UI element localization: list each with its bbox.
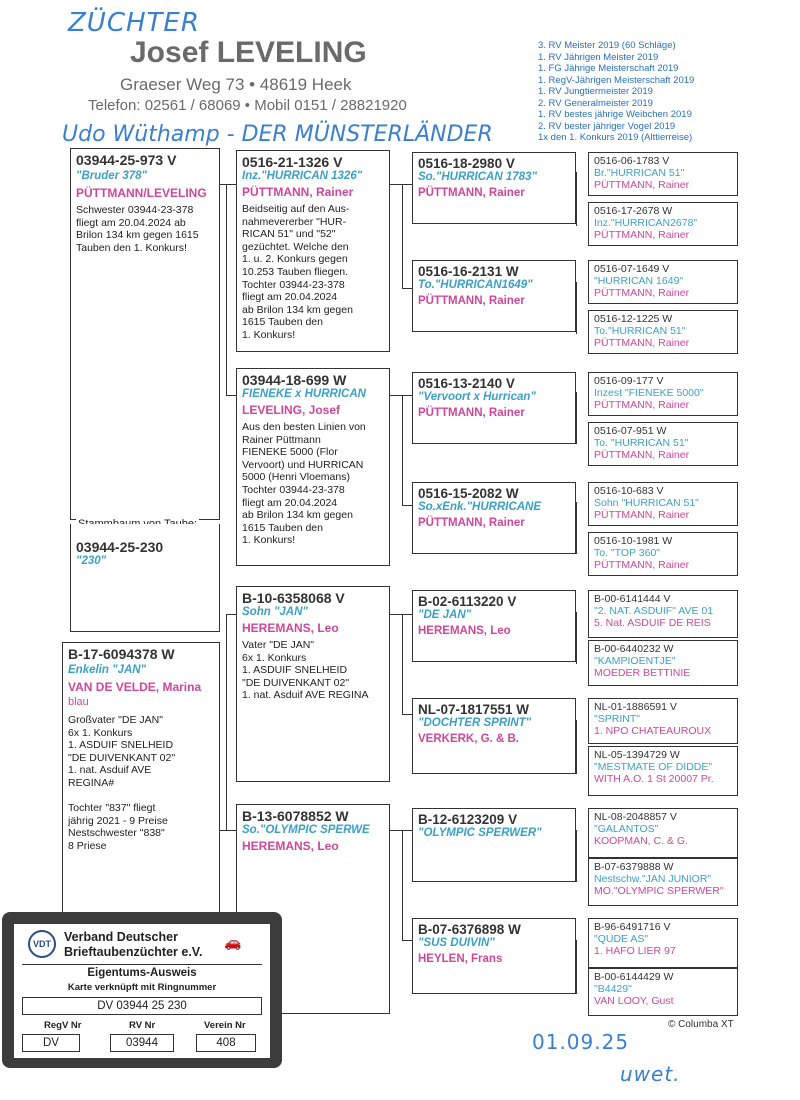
- gen4-owner: PÜTTMANN, Rainer: [594, 559, 690, 572]
- gen4-owner: MOEDER BETTINIE: [594, 667, 691, 680]
- copyright: © Columba XT: [668, 1019, 734, 1030]
- gen2-box: [236, 150, 390, 352]
- ownership-card: [14, 924, 270, 1058]
- gen3-box: [412, 152, 576, 224]
- gen4-owner: 1. HAFO LIER 97: [594, 945, 676, 958]
- gen3-name: To."HURRICAN1649": [418, 279, 533, 291]
- gen4-box: [588, 698, 738, 744]
- subject-ring: 03944-25-230: [76, 539, 164, 555]
- gen2-note: Beidseitig auf den Aus- nahmevererber "HUR- RICAN 51" und "52" gezüchtet. Welche den 1. u. 2. Konkurs gegen 10.253 Tauben fliegen. Tochter 03944-23-378 fliegt am 20.04.2024 ab Brilon 134 km gegen 1615 Tauben den 1. Konkurs!: [242, 203, 353, 341]
- gen4-name: "SPRINT": [594, 713, 640, 726]
- gen3-name: So.xEnk."HURRICANE: [418, 501, 542, 513]
- gen4-name: Inzest "FIENEKE 5000": [594, 387, 704, 400]
- gen2-name: So."OLYMPIC SPERWE: [242, 824, 370, 836]
- gen4-ring: B-00-6141444 V: [594, 593, 671, 605]
- gen3-ring: B-07-6376898 W: [418, 922, 521, 937]
- gen3-box: [412, 590, 576, 662]
- handwritten-title: ZÜCHTER: [68, 8, 200, 38]
- title-item: 2. RV bester jähriger Vogel 2019: [538, 120, 676, 132]
- gen4-box: [588, 202, 738, 246]
- sibling-box: [70, 148, 220, 520]
- gen4-owner: PÜTTMANN, Rainer: [594, 179, 690, 192]
- gen4-ring: 0516-10-1981 W: [594, 535, 673, 547]
- gen2-name: Inz."HURRICAN 1326": [242, 170, 363, 182]
- gen2-ring: 03944-18-699 W: [242, 372, 347, 388]
- gen4-name: Nestschw."JAN JUNIOR": [594, 873, 712, 886]
- gen4-name: To. "HURRICAN 51": [594, 437, 689, 450]
- gen3-owner: VERKERK, G. & B.: [418, 733, 519, 745]
- card-col2-value: 03944: [126, 1037, 158, 1049]
- card-subtitle: Karte verknüpft mit Ringnummer: [67, 982, 217, 993]
- title-item: 1. FG Jährige Meisterschaft 2019: [538, 63, 679, 74]
- gen4-owner: PÜTTMANN, Rainer: [594, 229, 690, 242]
- gen4-name: To."HURRICAN 51": [594, 325, 686, 338]
- dam-note: Großvater "DE JAN" 6x 1. Konkurs 1. ASDUIF SNELHEID "DE DUIVENKANT 02" 1. nat. Asduif AVE REGINA# Tochter "837" fliegt jährig 2021 - 9 Preise Nestschwester "838" 8 Priese: [68, 714, 176, 852]
- gen4-ring: B-00-6440232 W: [594, 643, 674, 655]
- card-org-line1: Verband Deutscher: [64, 930, 178, 944]
- gen4-owner: PÜTTMANN, Rainer: [594, 287, 690, 300]
- card-col2-label: RV Nr: [129, 1020, 156, 1031]
- gen3-owner: HEYLEN, Frans: [418, 953, 503, 965]
- gen2-note: Aus den besten Linien von Rainer Püttmann FIENEKE 5000 (Flor Vervoort) und HURRICAN 5000 (Henri Vloemans) Tochter 03944-23-378 fliegt am 20.04.2024 ab Brilon 134 km gegen 1615 Tauben den 1. Konkurs!: [242, 421, 366, 547]
- gen4-box: [588, 968, 738, 1016]
- gen3-box: [412, 260, 576, 332]
- gen3-box: [412, 918, 576, 994]
- car-icon: 🚗: [224, 934, 242, 950]
- gen4-owner: VAN LOOY, Gust: [594, 995, 674, 1008]
- card-col2-field: [110, 1034, 174, 1052]
- gen3-name: "OLYMPIC SPERWER": [418, 827, 542, 839]
- titles-list: [538, 40, 694, 144]
- gen4-ring: NL-05-1394729 W: [594, 749, 680, 761]
- card-col3-value: 408: [216, 1037, 236, 1049]
- gen4-owner: 1. NPO CHATEAUROUX: [594, 725, 712, 738]
- dam-name: Enkelin "JAN": [68, 664, 147, 676]
- handwritten-line: Udo Wüthamp - DER MÜNSTERLÄNDER: [62, 122, 493, 147]
- gen4-name: "HURRICAN 1649": [594, 275, 684, 288]
- gen4-owner: PÜTTMANN, Rainer: [594, 337, 690, 350]
- gen4-box: [588, 372, 738, 416]
- gen2-box: [236, 586, 390, 782]
- gen4-box: [588, 858, 738, 906]
- gen3-ring: B-02-6113220 V: [418, 594, 517, 609]
- gen2-ring: 0516-21-1326 V: [242, 154, 343, 170]
- gen4-ring: 0516-17-2678 W: [594, 205, 673, 217]
- sibling-owner: PÜTTMANN/LEVELING: [76, 186, 207, 200]
- card-col3-field: [196, 1034, 256, 1052]
- gen2-note: Vater "DE JAN" 6x 1. Konkurs 1. ASDUIF SNELHEID "DE DUIVENKANT 02" 1. nat. Asduif AVE REGINA: [242, 639, 369, 702]
- gen4-name: To. "TOP 360": [594, 547, 661, 560]
- gen3-owner: PÜTTMANN, Rainer: [418, 187, 525, 199]
- gen3-ring: NL-07-1817551 W: [418, 702, 530, 717]
- gen4-ring: 0516-10-683 V: [594, 485, 664, 497]
- gen4-owner: WITH A.O. 1 St 20007 Pr.: [594, 773, 714, 786]
- title-item: 1. RV Jährigen Meister 2019: [538, 51, 659, 63]
- sibling-note: Schwester 03944-23-378 fliegt am 20.04.2024 ab Brilon 134 km gegen 1615 Tauben den 1. Konkurs!: [76, 204, 199, 254]
- gen4-ring: 0516-07-951 W: [594, 425, 667, 437]
- gen4-name: "QUDE AS": [594, 933, 649, 946]
- gen4-box: [588, 532, 738, 576]
- gen3-name: "SUS DUIVIN": [418, 937, 495, 949]
- subject-name: "230": [76, 555, 107, 567]
- handwritten-date: 01.09.25: [532, 1030, 630, 1054]
- gen2-ring: B-13-6078852 W: [242, 808, 349, 824]
- gen4-name: Sohn "HURRICAN 51": [594, 497, 699, 510]
- gen3-name: So."HURRICAN 1783": [418, 171, 537, 183]
- breeder-phone: Telefon: 02561 / 68069 • Mobil 0151 / 28821920: [88, 97, 407, 114]
- card-org-line2: Brieftaubenzüchter e.V.: [64, 945, 203, 959]
- gen4-ring: B-00-6144429 W: [594, 971, 674, 983]
- card-col3-label: Verein Nr: [204, 1020, 246, 1031]
- gen3-box: [412, 808, 576, 882]
- gen4-box: [588, 310, 738, 354]
- gen4-name: "2. NAT. ASDUIF" AVE 01: [594, 605, 714, 618]
- sibling-ring: 03944-25-973 V: [76, 152, 177, 168]
- dam-owner: VAN DE VELDE, Marina: [68, 680, 202, 694]
- gen4-owner: MO."OLYMPIC SPERWER": [594, 885, 724, 898]
- gen2-owner: HEREMANS, Leo: [242, 839, 339, 853]
- gen2-box: [236, 368, 390, 566]
- card-col1-label: RegV Nr: [44, 1020, 82, 1031]
- gen4-name: "KAMPIOENTJE": [594, 655, 676, 668]
- gen2-name: FIENEKE x HURRICAN: [242, 388, 366, 400]
- gen4-ring: 0516-06-1783 V: [594, 155, 670, 167]
- gen3-box: [412, 482, 576, 554]
- title-item: 1x den 1. Konkurs 2019 (Alttierreise): [538, 132, 693, 143]
- breeder-name: Josef LEVELING: [130, 36, 367, 69]
- gen3-ring: 0516-15-2082 W: [418, 486, 519, 501]
- gen2-owner: HEREMANS, Leo: [242, 621, 339, 635]
- gen4-owner: PÜTTMANN, Rainer: [594, 509, 690, 522]
- handwritten-initials: uwet.: [620, 1062, 681, 1086]
- vdt-logo-icon: VDT: [28, 930, 56, 958]
- gen3-name: "DE JAN": [418, 609, 472, 621]
- gen2-owner: PÜTTMANN, Rainer: [242, 185, 354, 199]
- breeder-address: Graeser Weg 73 • 48619 Heek: [120, 75, 352, 94]
- title-item: 3. RV Meister 2019 (60 Schläge): [538, 40, 676, 51]
- gen4-ring: B-07-6379888 W: [594, 861, 674, 873]
- gen2-owner: LEVELING, Josef: [242, 403, 341, 417]
- gen3-ring: 0516-16-2131 W: [418, 264, 519, 279]
- card-ring-field: [22, 997, 262, 1015]
- gen4-box: [588, 482, 738, 526]
- gen4-owner: PÜTTMANN, Rainer: [594, 449, 690, 462]
- dam-box: [62, 642, 220, 932]
- gen3-owner: HEREMANS, Leo: [418, 625, 511, 637]
- gen4-name: Br."HURRICAN 51": [594, 167, 685, 180]
- gen3-name: "DOCHTER SPRINT": [418, 717, 532, 729]
- dam-color: blau: [68, 696, 89, 708]
- gen3-ring: B-12-6123209 V: [418, 812, 518, 827]
- gen4-name: "GALANTOS": [594, 823, 659, 836]
- title-item: 1. RV Jungtiermeister 2019: [538, 86, 653, 97]
- card-title: Eigentums-Ausweis: [87, 967, 197, 979]
- gen4-box: [588, 746, 738, 796]
- dam-ring: B-17-6094378 W: [68, 646, 175, 662]
- gen4-owner: KOOPMAN, C. & G.: [594, 835, 688, 848]
- gen4-ring: 0516-12-1225 W: [594, 313, 673, 325]
- gen4-ring: NL-01-1886591 V: [594, 701, 677, 713]
- gen4-box: [588, 918, 738, 968]
- title-item: 1. RV bestes jährige Weibchen 2019: [538, 109, 692, 120]
- sibling-name: "Bruder 378": [76, 170, 147, 182]
- gen3-owner: PÜTTMANN, Rainer: [418, 295, 525, 307]
- gen4-ring: 0516-07-1649 V: [594, 263, 670, 275]
- gen3-name: "Vervoort x Hurrican": [418, 391, 536, 403]
- gen4-box: [588, 152, 738, 196]
- gen4-owner: 5. Nat. ASDUIF DE REIS: [594, 617, 711, 630]
- title-item: 2. RV Generalmeister 2019: [538, 97, 653, 109]
- gen3-owner: PÜTTMANN, Rainer: [418, 517, 525, 529]
- card-col1-field: [22, 1034, 80, 1052]
- gen2-name: Sohn "JAN": [242, 606, 308, 618]
- gen4-box: [588, 640, 738, 686]
- gen4-box: [588, 260, 738, 304]
- gen3-box: [412, 698, 576, 774]
- gen4-box: [588, 808, 738, 858]
- gen2-ring: B-10-6358068 V: [242, 590, 345, 606]
- gen4-box: [588, 590, 738, 638]
- gen4-name: Inz."HURRICAN2678": [594, 217, 698, 230]
- gen4-box: [588, 422, 738, 466]
- gen4-name: "B4429": [594, 983, 632, 996]
- gen4-owner: PÜTTMANN, Rainer: [594, 399, 690, 412]
- gen3-box: [412, 372, 576, 444]
- card-ring: DV 03944 25 230: [97, 1000, 187, 1012]
- gen4-ring: NL-08-2048857 V: [594, 811, 677, 823]
- gen3-owner: PÜTTMANN, Rainer: [418, 407, 525, 419]
- gen3-ring: 0516-18-2980 V: [418, 156, 515, 171]
- title-item: 1. RegV-Jährigen Meisterschaft 2019: [538, 74, 695, 86]
- gen4-ring: B-96-6491716 V: [594, 921, 671, 933]
- subject-box: [70, 524, 220, 632]
- card-col1-value: DV: [43, 1037, 59, 1049]
- gen3-ring: 0516-13-2140 V: [418, 376, 515, 391]
- gen4-name: "MESTMATE OF DIDDE": [594, 761, 713, 774]
- gen4-ring: 0516-09-177 V: [594, 375, 664, 387]
